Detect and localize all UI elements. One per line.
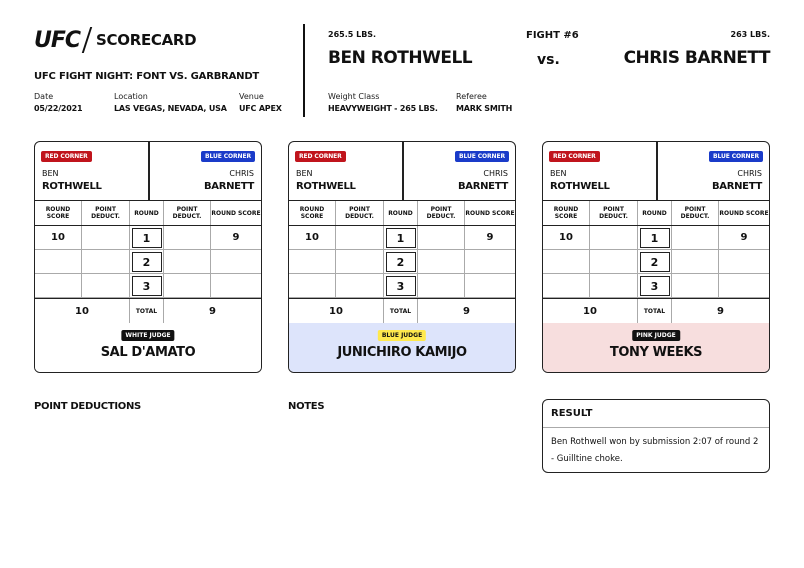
red-last-name: ROTHWELL [550,181,610,192]
referee-value: MARK SMITH [456,104,513,113]
round-row-2 [289,250,515,274]
round-number-box: 3 [640,276,670,296]
red-corner-badge: RED CORNER [41,151,92,162]
round-number [130,226,164,249]
score-grid [35,201,261,324]
red-last-name: ROTHWELL [296,181,356,192]
red-point-deduct [590,250,638,273]
red-point-deduct [82,250,130,273]
corner-header [35,142,261,201]
round-number [638,250,672,273]
location-value: LAS VEGAS, NEVADA, USA [114,104,227,113]
fight-number: FIGHT #6 [526,30,579,41]
blue-round-score: 9 [740,232,748,243]
red-point-deduct-header: POINT DEDUCT. [336,201,384,225]
judge-name: SAL D'AMATO [100,345,196,360]
red-first-name: BEN [296,169,313,178]
judge-scorecard-2 [288,141,516,373]
blue-round-score: 9 [486,232,494,243]
score-header-row [543,201,769,226]
blue-point-deduct [418,226,465,249]
red-point-deduct-header: POINT DEDUCT. [590,201,638,225]
referee-label: Referee [456,92,487,101]
red-point-deduct [336,226,384,249]
judge-area [289,323,515,373]
round-row-3 [543,274,769,298]
red-point-deduct [590,274,638,297]
round-row-1 [543,226,769,250]
round-number [384,250,418,273]
blue-point-deduct-header: POINT DEDUCT. [418,201,465,225]
score-grid [543,201,769,324]
result-box [542,399,770,473]
round-number [638,226,672,249]
rounds-body [289,226,515,298]
corner-header [543,142,769,201]
round-row-1 [289,226,515,250]
red-point-deduct [336,250,384,273]
total-label: TOTAL [130,299,164,323]
round-header: ROUND [638,201,672,225]
round-number-box: 1 [640,228,670,248]
blue-total: 9 [209,305,216,317]
rounds-body [543,226,769,298]
judge-badge: BLUE JUDGE [378,330,426,341]
red-round-score: 10 [35,226,82,249]
red-first-name: BEN [550,169,567,178]
round-row-3 [289,274,515,298]
blue-round-score [719,274,769,297]
blue-point-deduct [164,250,211,273]
corner-divider [402,142,404,201]
ufc-logo [34,26,196,54]
blue-round-score [211,250,261,273]
location-label: Location [114,92,148,101]
venue-value: UFC APEX [239,104,282,113]
round-number-box: 3 [132,276,162,296]
red-round-score [289,274,336,297]
blue-point-deduct-header: POINT DEDUCT. [672,201,719,225]
blue-round-score [211,274,261,297]
round-number-box: 2 [132,252,162,272]
red-total: 10 [543,299,638,323]
corner-header [289,142,515,201]
header-divider [303,24,305,117]
red-point-deduct [82,226,130,249]
event-title: UFC FIGHT NIGHT: FONT VS. GARBRANDT [34,71,260,82]
blue-corner-badge: BLUE CORNER [455,151,509,162]
blue-round-score [465,250,515,273]
red-round-score [35,250,82,273]
vs-label: vs. [537,52,560,68]
point-deductions-title: POINT DEDUCTIONS [34,401,141,412]
score-grid [289,201,515,324]
red-point-deduct-header: POINT DEDUCT. [82,201,130,225]
blue-corner-badge: BLUE CORNER [201,151,255,162]
blue-first-name: CHRIS [229,169,254,178]
notes-title: NOTES [288,401,325,412]
red-total: 10 [289,299,384,323]
red-round-score-header: ROUND SCORE [289,201,336,225]
total-row [543,298,769,324]
weight-class-value: HEAVYWEIGHT - 265 LBS. [328,104,438,113]
blue-point-deduct [418,274,465,297]
round-row-3 [35,274,261,298]
round-row-2 [35,250,261,274]
judge-name: TONY WEEKS [609,345,703,360]
round-number [384,274,418,297]
blue-round-score: 9 [232,232,240,243]
round-header: ROUND [384,201,418,225]
result-title: RESULT [551,408,593,419]
blue-round-score-header: ROUND SCORE [211,209,261,217]
judge-area [35,323,261,373]
round-row-1 [35,226,261,250]
red-point-deduct [336,274,384,297]
red-total: 10 [35,299,130,323]
total-row [289,298,515,324]
red-round-score: 10 [543,226,590,249]
result-divider [543,427,769,428]
score-header-row [35,201,261,226]
red-point-deduct [82,274,130,297]
red-round-score [35,274,82,297]
judge-badge: WHITE JUDGE [121,330,174,341]
total-label: TOTAL [384,299,418,323]
blue-round-score-header: ROUND SCORE [719,209,769,217]
red-round-score-header: ROUND SCORE [35,201,82,225]
corner-divider [656,142,658,201]
blue-last-name: BARNETT [457,181,508,192]
blue-round-score [719,250,769,273]
venue-label: Venue [239,92,264,101]
red-round-score: 10 [289,226,336,249]
rounds-body [35,226,261,298]
blue-first-name: CHRIS [483,169,508,178]
red-last-name: ROTHWELL [42,181,102,192]
blue-total: 9 [463,305,470,317]
blue-point-deduct [672,250,719,273]
judge-area [543,323,769,373]
blue-point-deduct [164,226,211,249]
round-number-box: 2 [640,252,670,272]
red-fighter-name: BEN ROTHWELL [328,48,473,68]
round-number-box: 2 [386,252,416,272]
round-number-box: 1 [132,228,162,248]
round-number [130,274,164,297]
blue-fighter-name: CHRIS BARNETT [623,48,770,68]
round-number [384,226,418,249]
red-point-deduct [590,226,638,249]
blue-point-deduct-header: POINT DEDUCT. [164,201,211,225]
red-first-name: BEN [42,169,59,178]
red-corner-badge: RED CORNER [549,151,600,162]
round-number-box: 1 [386,228,416,248]
blue-point-deduct [672,226,719,249]
blue-fighter-weight: 263 LBS. [730,30,770,39]
round-number [638,274,672,297]
blue-point-deduct [418,250,465,273]
logo-slash [82,27,92,53]
red-corner-badge: RED CORNER [295,151,346,162]
scorecard-title: SCORECARD [96,31,197,49]
judge-scorecard-1 [34,141,262,373]
judge-scorecard-3 [542,141,770,373]
total-row [35,298,261,324]
result-text: Ben Rothwell won by submission 2:07 of round 2 - Guilltine choke. [551,437,759,464]
ufc-logo-text: UFC [34,27,81,53]
date-value: 05/22/2021 [34,104,83,113]
round-row-2 [543,250,769,274]
corner-divider [148,142,150,201]
blue-point-deduct [672,274,719,297]
red-round-score [543,274,590,297]
blue-last-name: BARNETT [203,181,254,192]
round-header: ROUND [130,201,164,225]
blue-round-score [465,274,515,297]
round-number-box: 3 [386,276,416,296]
total-label: TOTAL [638,299,672,323]
blue-first-name: CHRIS [737,169,762,178]
red-fighter-weight: 265.5 LBS. [328,30,377,39]
judge-badge: PINK JUDGE [632,330,680,341]
blue-last-name: BARNETT [711,181,762,192]
red-round-score-header: ROUND SCORE [543,201,590,225]
round-number [130,250,164,273]
blue-corner-badge: BLUE CORNER [709,151,763,162]
judge-name: JUNICHIRO KAMIJO [337,345,467,360]
score-header-row [289,201,515,226]
weight-class-label: Weight Class [328,92,380,101]
blue-round-score-header: ROUND SCORE [465,209,515,217]
blue-point-deduct [164,274,211,297]
red-round-score [543,250,590,273]
blue-total: 9 [717,305,724,317]
date-label: Date [34,92,54,101]
red-round-score [289,250,336,273]
